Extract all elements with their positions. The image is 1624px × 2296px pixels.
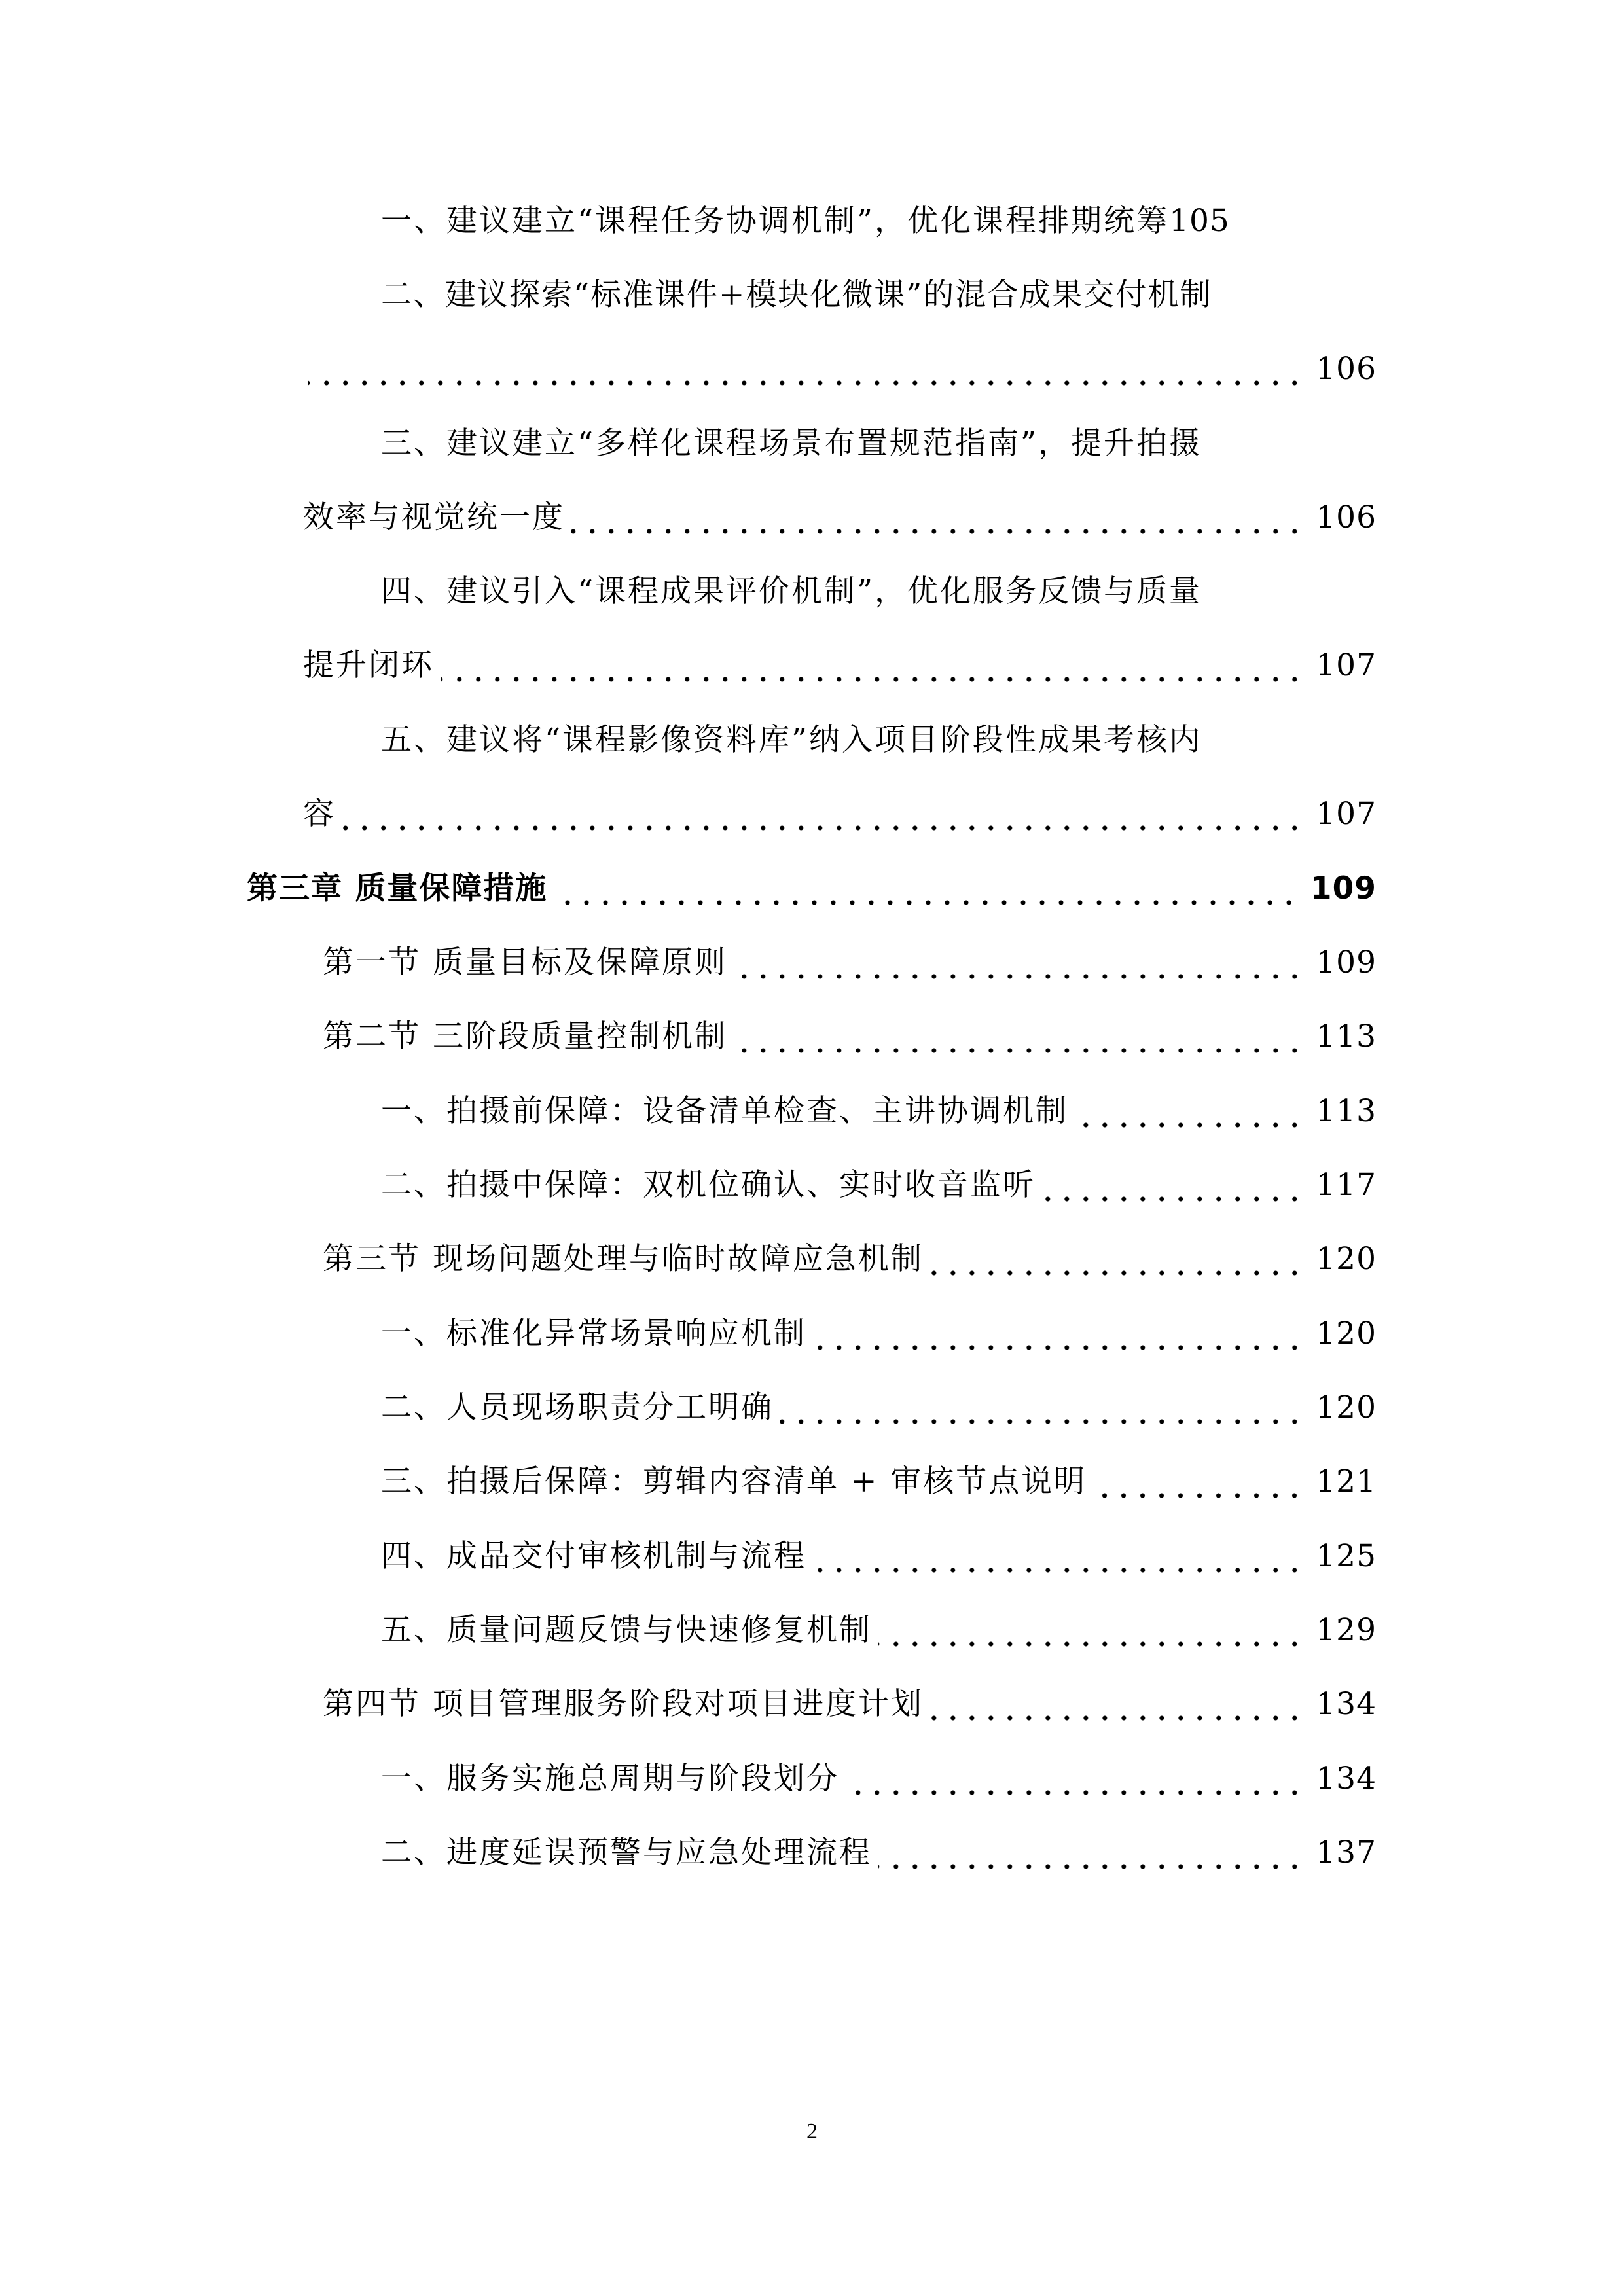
toc-entry[interactable] [381,195,1230,247]
toc-entry[interactable] [381,714,1202,766]
toc-entry-page: 134 [1316,1761,1377,1797]
toc-section-entry[interactable] [323,1678,1377,1731]
dot-leader [878,1604,1304,1657]
dot-leader [571,492,1304,544]
toc-entry-continuation[interactable] [303,788,1377,840]
dot-leader [734,937,1304,989]
toc-entry[interactable] [381,1456,1377,1508]
toc-entry-page: 109 [1310,870,1377,906]
toc-entry-title: 二、进度延误预警与应急处理流程 [381,1835,872,1871]
dot-leader [1093,1456,1304,1508]
toc-entry-page: 137 [1316,1835,1377,1871]
toc-entry-page: 107 [1316,796,1377,832]
toc-entry-title: 一、拍摄前保障：设备清单检查、主讲协调机制 [381,1093,1068,1129]
toc-entry-page: 120 [1316,1241,1377,1277]
toc-entry-title: 一、服务实施总周期与阶段划分 [381,1761,839,1797]
toc-entry-continuation-text: 效率与视觉统一度 [303,499,565,535]
toc-entry-page: 107 [1316,647,1377,683]
toc-entry[interactable] [381,1382,1377,1434]
toc-entry-page: 105 [1169,203,1230,239]
toc-entry[interactable] [381,269,1212,321]
toc-entry[interactable] [381,565,1202,618]
page-number: 2 [806,2119,818,2144]
toc-entry-title: 一、建议建立“课程任务协调机制”，优化课程排期统筹 [381,203,1170,239]
toc-entry-title: 三、拍摄后保障：剪辑内容清单 + 审核节点说明 [381,1463,1087,1499]
dot-leader [308,343,1304,395]
toc-entry-page: 113 [1316,1093,1377,1129]
dot-leader [813,1530,1304,1583]
toc-entry-title: 第一节 质量目标及保障原则 [323,944,727,980]
toc-entry-continuation[interactable] [308,343,1377,395]
toc-entry-title: 第二节 三阶段质量控制机制 [323,1018,727,1054]
toc-entry-continuation-text: 容 [303,796,336,832]
toc-entry-title: 第三节 现场问题处理与临时故障应急机制 [323,1241,924,1277]
dot-leader [342,788,1304,840]
toc-entry-title: 二、建议探索“标准课件+模块化微课”的混合成果交付机制 [381,277,1212,313]
toc-entry-page: 125 [1316,1538,1377,1574]
dot-leader [734,1011,1304,1063]
dot-leader [930,1678,1304,1731]
toc-section-entry[interactable] [323,937,1377,989]
toc-entry[interactable] [381,418,1202,470]
toc-entry-page: 106 [1316,499,1377,535]
toc-chapter-entry[interactable] [247,863,1377,915]
toc-entry-title: 第三章 质量保障措施 [247,870,548,906]
toc-entry-continuation[interactable] [303,639,1377,692]
toc-entry[interactable] [381,1827,1377,1879]
toc-entry-continuation-text: 提升闭环 [303,647,434,683]
toc-entry-title: 一、标准化异常场景响应机制 [381,1316,806,1352]
dot-leader [1075,1085,1304,1138]
toc-entry[interactable] [381,1159,1377,1211]
toc-entry-page: 120 [1316,1316,1377,1352]
toc-entry[interactable] [381,1308,1377,1360]
toc-entry-title: 五、建议将“课程影像资料库”纳入项目阶段性成果考核内 [381,722,1202,758]
toc-entry-page: 117 [1316,1167,1377,1203]
dot-leader [554,863,1299,915]
toc-entry-title: 二、人员现场职责分工明确 [381,1390,774,1426]
toc-entry-page: 134 [1316,1686,1377,1722]
dot-leader [878,1827,1304,1879]
toc-entry-continuation[interactable] [303,492,1377,544]
dot-leader [846,1753,1304,1805]
dot-leader [813,1308,1304,1360]
toc-entry[interactable] [381,1085,1377,1138]
toc-entry-page: 113 [1316,1018,1377,1054]
toc-entry-title: 五、质量问题反馈与快速修复机制 [381,1612,872,1648]
toc-entry-title: 四、建议引入“课程成果评价机制”，优化服务反馈与质量 [381,573,1202,609]
toc-section-entry[interactable] [323,1233,1377,1285]
toc-entry-page: 120 [1316,1390,1377,1426]
dot-leader [930,1233,1304,1285]
dot-leader [441,639,1304,692]
toc-entry[interactable] [381,1604,1377,1657]
toc-entry-title: 第四节 项目管理服务阶段对项目进度计划 [323,1686,924,1722]
dot-leader [780,1382,1304,1434]
dot-leader [1042,1159,1304,1211]
toc-entry-title: 二、拍摄中保障：双机位确认、实时收音监听 [381,1167,1036,1203]
toc-entry-page: 106 [1316,351,1377,387]
toc-entry-title: 三、建议建立“多样化课程场景布置规范指南”，提升拍摄 [381,425,1202,461]
toc-entry-title: 四、成品交付审核机制与流程 [381,1538,806,1574]
toc-entry[interactable] [381,1753,1377,1805]
toc-entry[interactable] [381,1530,1377,1583]
toc-entry-page: 129 [1316,1612,1377,1648]
toc-entry-page: 109 [1316,944,1377,980]
toc-entry-page: 121 [1316,1463,1377,1499]
toc-section-entry[interactable] [323,1011,1377,1063]
